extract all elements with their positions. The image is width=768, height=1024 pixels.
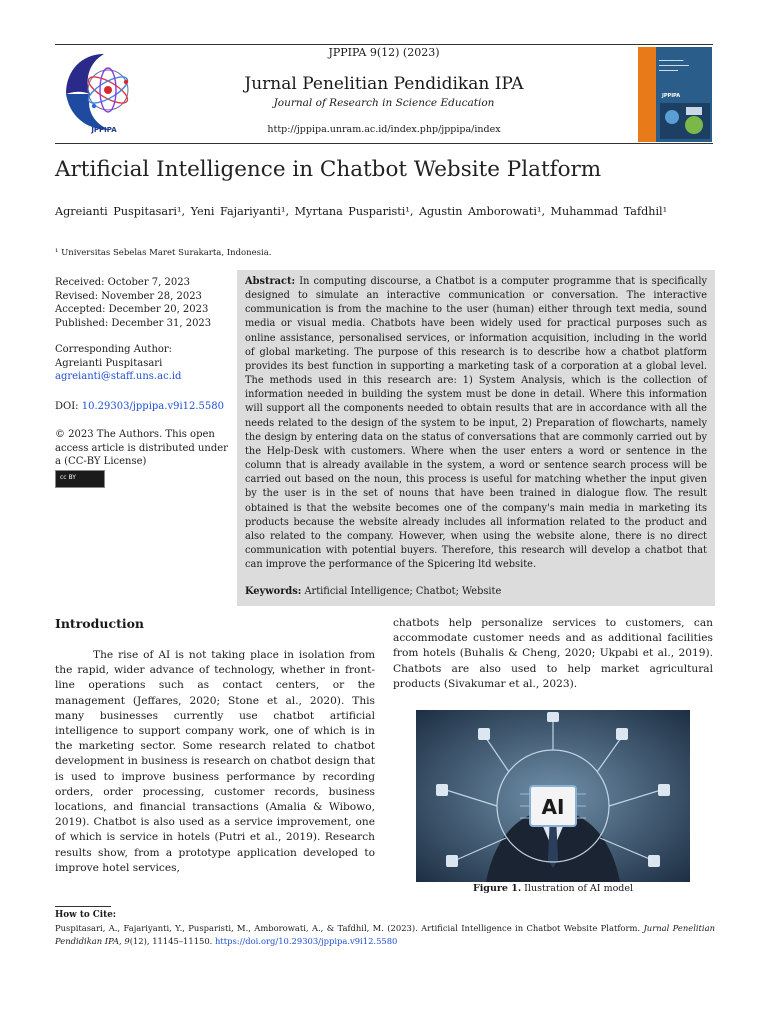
journal-issue: JPPIPA 9(12) (2023) [328, 46, 440, 59]
keywords-text: Artificial Intelligence; Chatbot; Website [301, 586, 502, 597]
citation [55, 922, 715, 948]
header-top-rule [55, 44, 713, 45]
citation-authors: Puspitasari, A., Fajariyanti, Y., Pusparisti, M., Amborowati, A., & Tafdhil, M. (2023). Artificial Intelligence in Chatbot Website Platform. [55, 923, 644, 933]
corresponding-author-block [55, 343, 235, 384]
header-bottom-rule [55, 143, 713, 144]
section-heading-introduction: Introduction [55, 616, 145, 631]
figure-caption [393, 883, 713, 894]
accepted-date: Accepted: December 20, 2023 [55, 304, 209, 315]
citation-journal: Jurnal Penelitian Pendidikan IPA, 9 [55, 923, 715, 946]
cc-badge-text: cc BY [60, 474, 76, 481]
abstract-box [237, 270, 715, 606]
citation-pages: (12), 11145–11150. [129, 936, 215, 946]
figure-ai-badge: AI [541, 795, 565, 819]
citation-doi-link[interactable]: https://doi.org/10.29303/jppipa.v9i12.5580 [215, 936, 398, 946]
logo-text: JPPIPA [91, 126, 117, 134]
license-text: © 2023 The Authors. This open access article is distributed under a (CC-BY License) [55, 429, 228, 467]
author-list: Agreianti Puspitasari¹, Yeni Fajariyanti¹, Myrtana Pusparisti¹, Agustin Amborowati¹, Muhammad Tafdhil¹ [55, 205, 668, 218]
affiliation: ¹ Universitas Sebelas Maret Surakarta, Indonesia. [55, 248, 272, 258]
footnote-rule [55, 906, 111, 907]
cc-by-badge[interactable] [55, 470, 105, 488]
doi-link[interactable]: 10.29303/jppipa.v9i12.5580 [81, 401, 225, 412]
cover-artwork [660, 103, 710, 139]
figure-caption-label: Figure 1. [472, 883, 522, 894]
journal-url-link[interactable]: http://jppipa.unram.ac.id/index.php/jppipa/index [267, 124, 501, 135]
journal-cover-image [638, 47, 712, 142]
cover-brand: JPPIPA [662, 93, 681, 99]
journal-subtitle: Journal of Research in Science Education [273, 97, 495, 109]
intro-paragraph-left: The rise of AI is not taking place in isolation from the rapid, wider advance of technology, whether in front-line operations such as contact centers, or the management (Jeffares, 2020; Stone et al., 2020). This many businesses currently use chatbot artificial intelligence to support company work, one of which is in the marketing sector. Some research related to chatbot development in business is research on chatbot design that is used to improve business performance by recording orders, order processing, customer records, business locations, and financial transactions (Amalia & Wibowo, 2019). Chatbot is also used as a service improvement, one of which is service in hotels (Putri et al., 2019). Research results show, from a prototype application developed to improve hotel services, [55, 649, 375, 874]
revised-date: Revised: November 28, 2023 [55, 290, 202, 302]
abstract-label: Abstract: [245, 276, 296, 287]
journal-name: Jurnal Penelitian Pendidikan IPA [244, 74, 524, 94]
article-title: Artificial Intelligence in Chatbot Website Platform [55, 157, 602, 182]
doi-block [55, 400, 235, 414]
received-date: Received: October 7, 2023 [55, 277, 190, 288]
how-to-cite-label: How to Cite: [55, 910, 117, 920]
corresponding-email-link[interactable]: agreianti@staff.uns.ac.id [55, 371, 182, 382]
doi-label: DOI: [55, 401, 82, 412]
published-date: Published: December 31, 2023 [55, 317, 212, 329]
abstract-text: In computing discourse, a Chatbot is a computer programme that is specifically designed to simulate an interactive communication or conversation. The interactive communication is from the machine to the user (human) either through text media, sound media or visual media. Chatbots have been widely used for practical purposes such as online assistance, personalised services, or information acquisition, including in the world of global marketing. The purpose of this research is to describe how a chatbot platform provides its best function in supporting a marketing task of a corporation at a global level. The methods used in this research are: 1) System Analysis, which is the collection of information needed in building the system must be done in detail. Where this information will support all the components needed to obtain results that are in accordance with all the needs related to the design of the system to be input, 2) Preparation of flowcharts, namely the design by entering data on the status of conversations that are commonly carried out by the Help-Desk with customers. Where when the user enters a word or sentence in the column that is already available in the system, a word or sentence search process will be carried out based on the noun, this process is useful for matching whether the input given by the user is in the set of nouns that have been trained in dialogue flow. The result obtained is that the website becomes one of the company's main media in marketing its products because the website already includes all information related to the product and also related to the company. However, when using the website alone, there is no direct communication with potential buyers. Therefore, this research will develop a chatbot that can improve the performance of the Spicering ltd website. [245, 276, 707, 571]
keywords [245, 586, 707, 597]
dates-block [55, 276, 235, 330]
corresponding-label: Corresponding Author: [55, 344, 173, 355]
abstract [245, 275, 707, 572]
intro-paragraph-right: chatbots help personalize services to customers, can accommodate customer needs and as additional facilities from hotels (Buhalis & Cheng, 2020; Ukpabi et al., 2019). Chatbots are also used to help market agricultural products (Sivakumar et al., 2023). [393, 617, 713, 690]
figure-caption-text: Ilustration of AI model [521, 883, 634, 894]
figure-ai-illustration [416, 710, 690, 882]
cover-stripe [638, 47, 656, 142]
keywords-label: Keywords: [245, 586, 302, 597]
corresponding-name: Agreianti Puspitasari [55, 357, 163, 369]
cover-title-lines: ━━━━━━━━━ ━━━━━━━━━━━ ━━━━━━━ [659, 59, 689, 74]
